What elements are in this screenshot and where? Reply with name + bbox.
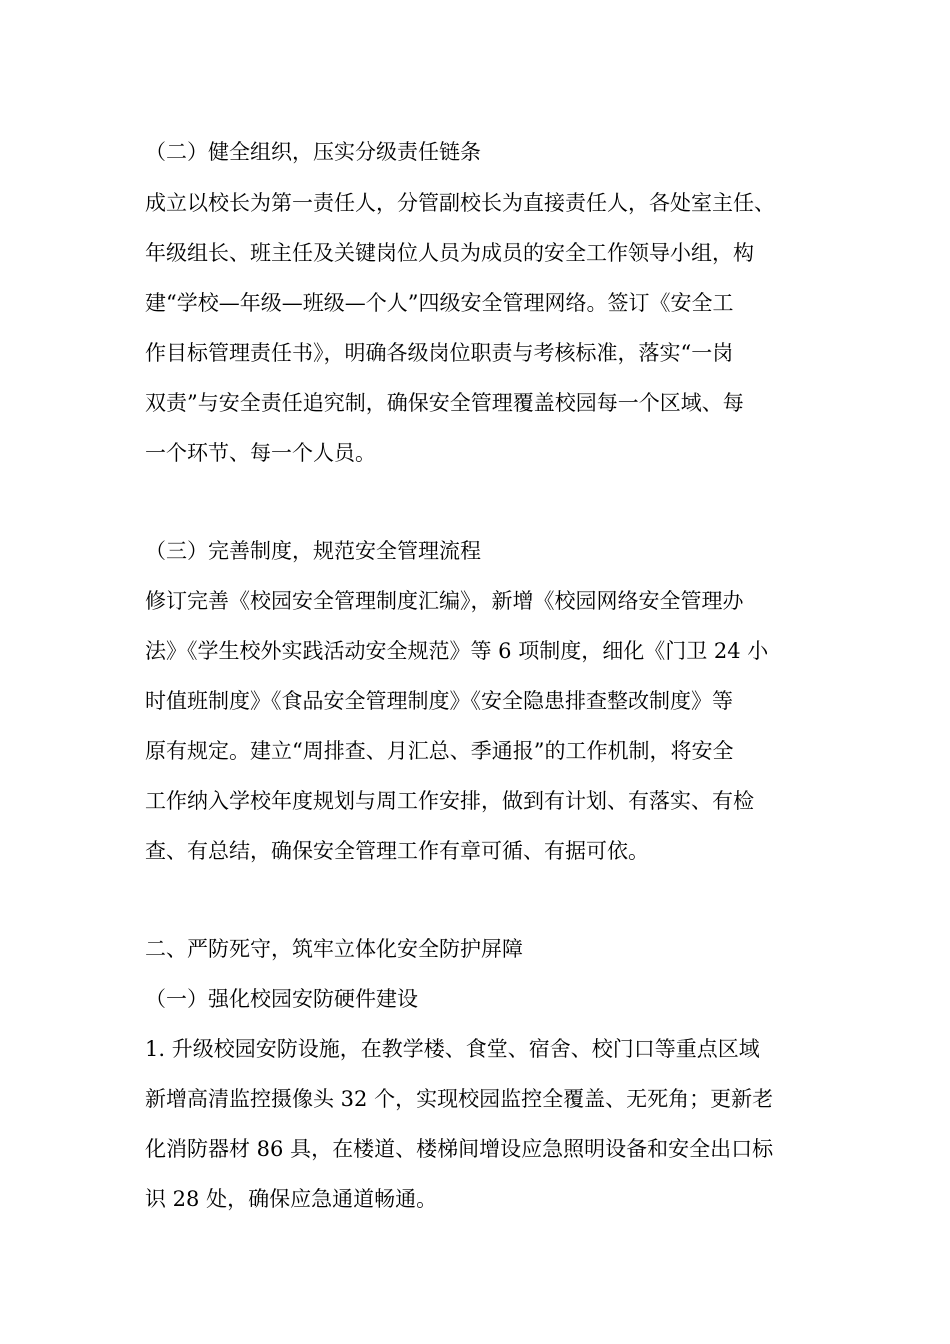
- paragraph-line: 新增高清监控摄像头 32 个，实现校园监控全覆盖、无死角；更新老: [145, 1087, 774, 1111]
- paragraph-line: 工作纳入学校年度规划与周工作安排，做到有计划、有落实、有检: [145, 789, 754, 813]
- paragraph-line: 双责”与安全责任追究制，确保安全管理覆盖校园每一个区域、每: [145, 391, 744, 415]
- paragraph-line: 年级组长、班主任及关键岗位人员为成员的安全工作领导小组，构: [145, 241, 754, 265]
- paragraph-line: 法》《学生校外实践活动安全规范》等 6 项制度，细化《门卫 24 小: [145, 639, 769, 663]
- paragraph-line: 修订完善《校园安全管理制度汇编》，新增《校园网络安全管理办: [145, 589, 744, 613]
- section-heading: （一）强化校园安防硬件建设: [145, 987, 418, 1011]
- section-heading: （三）完善制度，规范安全管理流程: [145, 539, 481, 563]
- section-heading: （二）健全组织，压实分级责任链条: [145, 140, 481, 164]
- paragraph-line: 1. 升级校园安防设施，在教学楼、食堂、宿舍、校门口等重点区域: [145, 1037, 760, 1061]
- paragraph-line: 识 28 处，确保应急通道畅通。: [145, 1187, 438, 1211]
- paragraph-line: 成立以校长为第一责任人，分管副校长为直接责任人，各处室主任、: [145, 191, 775, 215]
- paragraph-line: 作目标管理责任书》，明确各级岗位职责与考核标准，落实“一岗: [145, 341, 734, 365]
- paragraph-line: 建“学校—年级—班级—个人”四级安全管理网络。签订《安全工: [145, 291, 734, 315]
- paragraph-line: 化消防器材 86 具，在楼道、楼梯间增设应急照明设备和安全出口标: [145, 1137, 774, 1161]
- part-heading: 二、严防死守，筑牢立体化安全防护屏障: [145, 937, 523, 961]
- paragraph-line: 原有规定。建立“周排查、月汇总、季通报”的工作机制，将安全: [145, 739, 734, 763]
- paragraph-line: 时值班制度》《食品安全管理制度》《安全隐患排查整改制度》等: [145, 689, 733, 713]
- paragraph-line: 查、有总结，确保安全管理工作有章可循、有据可依。: [145, 839, 649, 863]
- paragraph-line: 一个环节、每一个人员。: [145, 441, 376, 465]
